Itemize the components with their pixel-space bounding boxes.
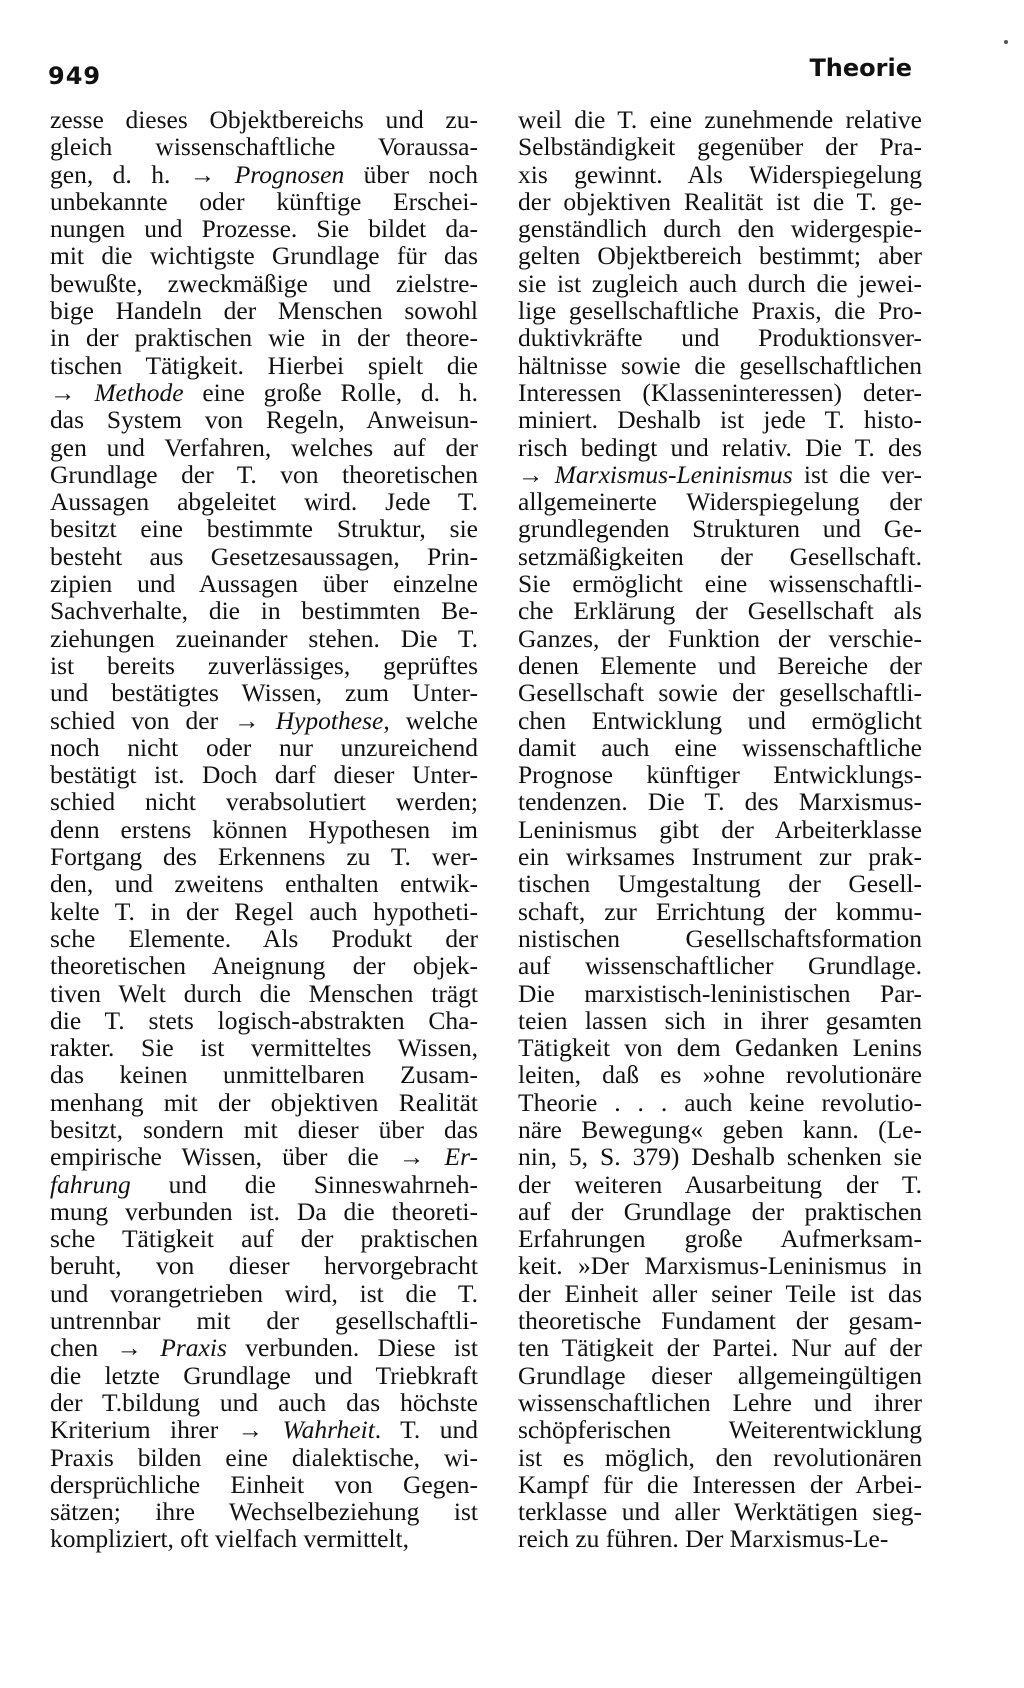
cross-reference: Praxis bbox=[160, 1333, 227, 1363]
page-header bbox=[48, 48, 912, 88]
text-line: chen Entwicklung und ermöglicht bbox=[518, 705, 922, 735]
text-line: Grundlage dieser allgemeingültigen bbox=[518, 1360, 922, 1390]
text-line: genständlich durch den widergespie- bbox=[518, 214, 922, 244]
text-line: Theorie . . . auch keine revolutio- bbox=[518, 1087, 922, 1117]
text-line: weil die T. eine zunehmende relative bbox=[518, 105, 922, 134]
text-line: gen, d. h. → Prognosen über noch bbox=[50, 159, 478, 189]
text-line: beruht, von dieser hervorgebracht bbox=[50, 1251, 478, 1281]
text-line: Gesellschaft sowie der gesellschaftli- bbox=[518, 678, 922, 708]
text-line: Kampf für die Interessen der Arbei- bbox=[518, 1469, 922, 1499]
cross-reference: Prognosen bbox=[234, 159, 345, 189]
text-line: leiten, daß es »ohne revolutionäre bbox=[518, 1060, 922, 1090]
text-line: xis gewinnt. Als Widerspiegelung bbox=[518, 159, 922, 189]
text-line: kelte T. in der Regel auch hypotheti- bbox=[50, 896, 478, 926]
text-line: tiven Welt durch die Menschen trägt bbox=[50, 978, 478, 1008]
text-line: das System von Regeln, Anweisun- bbox=[50, 405, 478, 435]
text-line: näre Bewegung« geben kann. (Le- bbox=[518, 1114, 922, 1144]
text-line: terklasse und aller Werktätigen sieg- bbox=[518, 1497, 922, 1527]
text-line: bige Handeln der Menschen sowohl bbox=[50, 296, 478, 326]
cross-reference: Wahrheit bbox=[282, 1415, 375, 1445]
text-line: zesse dieses Objektbereichs und zu- bbox=[50, 105, 478, 134]
text-line: gelten Objektbereich bestimmt; aber bbox=[518, 241, 922, 271]
text-line: lige gesellschaftliche Praxis, die Pro- bbox=[518, 296, 922, 326]
text-line: wissenschaftlichen Lehre und ihrer bbox=[518, 1387, 922, 1417]
cross-reference: Hypothese bbox=[275, 705, 384, 735]
text-line: mit die wichtigste Grundlage für das bbox=[50, 241, 478, 271]
text-line: Tätigkeit von dem Gedanken Lenins bbox=[518, 1033, 922, 1063]
text-line: ist bereits zuverlässiges, geprüftes bbox=[50, 650, 478, 680]
text-line: noch nicht oder nur unzureichend bbox=[50, 732, 478, 762]
text-line: chen → Praxis verbunden. Diese ist bbox=[50, 1333, 479, 1363]
text-line: denen Elemente und Bereiche der bbox=[518, 650, 922, 680]
text-line: schaft, zur Errichtung der kommu- bbox=[518, 896, 922, 926]
text-line: schied von der → Hypothese, welche bbox=[50, 705, 478, 735]
text-line: → Methode eine große Rolle, d. h. bbox=[50, 377, 478, 407]
text-line: nistischen Gesellschaftsformation bbox=[518, 923, 922, 953]
text-line: Sie ermöglicht eine wissenschaftli- bbox=[518, 569, 922, 599]
text-line: ein wirksames Instrument zur prak- bbox=[518, 842, 922, 872]
text-line: der T.bildung und auch das höchste bbox=[50, 1387, 478, 1417]
text-line: auf wissenschaftlicher Grundlage. bbox=[518, 951, 922, 981]
text-line: allgemeinerte Widerspiegelung der bbox=[518, 487, 922, 517]
text-line: unbekannte oder künftige Erschei- bbox=[50, 186, 478, 216]
text-line: Interessen (Klasseninteressen) deter- bbox=[518, 377, 922, 407]
text-line: in der praktischen wie in der theore- bbox=[50, 323, 478, 353]
text-line: Praxis bilden eine dialektische, wi- bbox=[50, 1442, 478, 1472]
right-column bbox=[518, 106, 922, 1553]
text-line: denn erstens können Hypothesen im bbox=[50, 814, 478, 844]
text-line: besteht aus Gesetzesaussagen, Prin- bbox=[50, 541, 478, 571]
text-line: mung verbunden ist. Da die theoreti- bbox=[50, 1196, 478, 1226]
text-line: ist es möglich, den revolutionären bbox=[518, 1442, 922, 1472]
cross-reference: Er- bbox=[444, 1142, 478, 1172]
text-line: menhang mit der objektiven Realität bbox=[50, 1087, 478, 1117]
cross-reference: Methode bbox=[94, 377, 184, 407]
text-line: Erfahrungen große Aufmerksam- bbox=[518, 1224, 922, 1254]
text-line: theoretische Fundament der gesam- bbox=[518, 1306, 922, 1336]
text-line: tischen Umgestaltung der Gesell- bbox=[518, 869, 922, 899]
text-line: Fortgang des Erkennens zu T. wer- bbox=[50, 842, 478, 872]
text-line: dersprüchliche Einheit von Gegen- bbox=[50, 1469, 478, 1499]
text-line: theoretischen Aneignung der objek- bbox=[50, 951, 478, 981]
cross-reference: fahrung bbox=[50, 1169, 131, 1199]
text-line: teien lassen sich in ihrer gesamten bbox=[518, 1005, 922, 1035]
text-line: Die marxistisch-leninistischen Par- bbox=[518, 978, 922, 1008]
text-line: die T. stets logisch-abstrakten Cha- bbox=[50, 1005, 478, 1035]
text-line: und bestätigtes Wissen, zum Unter- bbox=[50, 678, 478, 708]
text-line: Sachverhalte, die in bestimmten Be- bbox=[50, 596, 478, 626]
text-line: zipien und Aussagen über einzelne bbox=[50, 569, 478, 599]
text-line: kompliziert, oft vielfach vermittelt, bbox=[50, 1524, 410, 1554]
text-line: risch bedingt und relativ. Die T. des bbox=[518, 432, 922, 462]
text-line: Kriterium ihrer → Wahrheit. T. und bbox=[50, 1415, 478, 1445]
text-line: tendenzen. Die T. des Marxismus- bbox=[518, 787, 922, 817]
text-line: miniert. Deshalb ist jede T. histo- bbox=[518, 405, 922, 435]
text-line: der objektiven Realität ist die T. ge- bbox=[518, 186, 922, 216]
cross-reference: Marxismus-Leninismus bbox=[554, 459, 793, 489]
text-line: setzmäßigkeiten der Gesellschaft. bbox=[518, 541, 922, 571]
text-line: der weiteren Ausarbeitung der T. bbox=[518, 1169, 922, 1199]
text-line: che Erklärung der Gesellschaft als bbox=[518, 596, 922, 626]
text-line: schöpferischen Weiterentwicklung bbox=[518, 1415, 922, 1445]
text-line: sche Elemente. Als Produkt der bbox=[50, 923, 478, 953]
text-line: hältnisse sowie die gesellschaftlichen bbox=[518, 350, 922, 380]
margin-dot bbox=[1004, 40, 1008, 44]
text-line: sie ist zugleich auch durch die jewei- bbox=[518, 268, 922, 298]
text-line: duktivkräfte und Produktionsver- bbox=[518, 323, 922, 353]
text-line: Prognose künftiger Entwicklungs- bbox=[518, 760, 922, 790]
running-head: Theorie bbox=[809, 54, 912, 82]
text-line: ten Tätigkeit der Partei. Nur auf der bbox=[518, 1333, 922, 1363]
text-line: keit. »Der Marxismus-Leninismus in bbox=[518, 1251, 922, 1281]
text-line: fahrung und die Sinneswahrneh- bbox=[50, 1169, 478, 1199]
text-line: empirische Wissen, über die → Er- bbox=[50, 1142, 478, 1172]
text-line: den, und zweitens enthalten entwik- bbox=[50, 869, 478, 899]
text-line: Leninismus gibt der Arbeiterklasse bbox=[518, 814, 922, 844]
text-line: gen und Verfahren, welches auf der bbox=[50, 432, 478, 462]
text-line: und vorangetrieben wird, ist die T. bbox=[50, 1278, 478, 1308]
text-line: bestätigt ist. Doch darf dieser Unter- bbox=[50, 760, 478, 790]
text-line: nin, 5, S. 379) Deshalb schenken sie bbox=[518, 1142, 922, 1172]
page-number: 949 bbox=[48, 62, 102, 90]
text-line: sätzen; ihre Wechselbeziehung ist bbox=[50, 1497, 478, 1527]
text-line: der Einheit aller seiner Teile ist das bbox=[518, 1278, 922, 1308]
text-line: besitzt eine bestimmte Struktur, sie bbox=[50, 514, 478, 544]
text-line: untrennbar mit der gesellschaftli- bbox=[50, 1306, 478, 1336]
text-line: Selbständigkeit gegenüber der Pra- bbox=[518, 132, 922, 162]
text-line: tischen Tätigkeit. Hierbei spielt die bbox=[50, 350, 478, 380]
text-line: schied nicht verabsolutiert werden; bbox=[50, 787, 478, 817]
text-line: nungen und Prozesse. Sie bildet da- bbox=[50, 214, 478, 244]
text-line: reich zu führen. Der Marxismus-Le- bbox=[518, 1524, 889, 1554]
text-line: sche Tätigkeit auf der praktischen bbox=[50, 1224, 478, 1254]
text-line: rakter. Sie ist vermitteltes Wissen, bbox=[50, 1033, 478, 1063]
text-line: gleich wissenschaftliche Voraussa- bbox=[50, 132, 478, 162]
left-column bbox=[50, 106, 478, 1553]
text-line: Aussagen abgeleitet wird. Jede T. bbox=[50, 487, 478, 517]
text-line: grundlegenden Strukturen und Ge- bbox=[518, 514, 922, 544]
text-line: auf der Grundlage der praktischen bbox=[518, 1196, 922, 1226]
text-line: die letzte Grundlage und Triebkraft bbox=[50, 1360, 478, 1390]
text-line: Grundlage der T. von theoretischen bbox=[50, 459, 478, 489]
text-line: bewußte, zweckmäßige und zielstre- bbox=[50, 268, 478, 298]
text-line: Ganzes, der Funktion der verschie- bbox=[518, 623, 922, 653]
text-line: ziehungen zueinander stehen. Die T. bbox=[50, 623, 478, 653]
text-line: das keinen unmittelbaren Zusam- bbox=[50, 1060, 478, 1090]
text-line: → Marxismus-Leninismus ist die ver- bbox=[518, 459, 922, 489]
text-line: damit auch eine wissenschaftliche bbox=[518, 732, 922, 762]
text-line: besitzt, sondern mit dieser über das bbox=[50, 1114, 478, 1144]
